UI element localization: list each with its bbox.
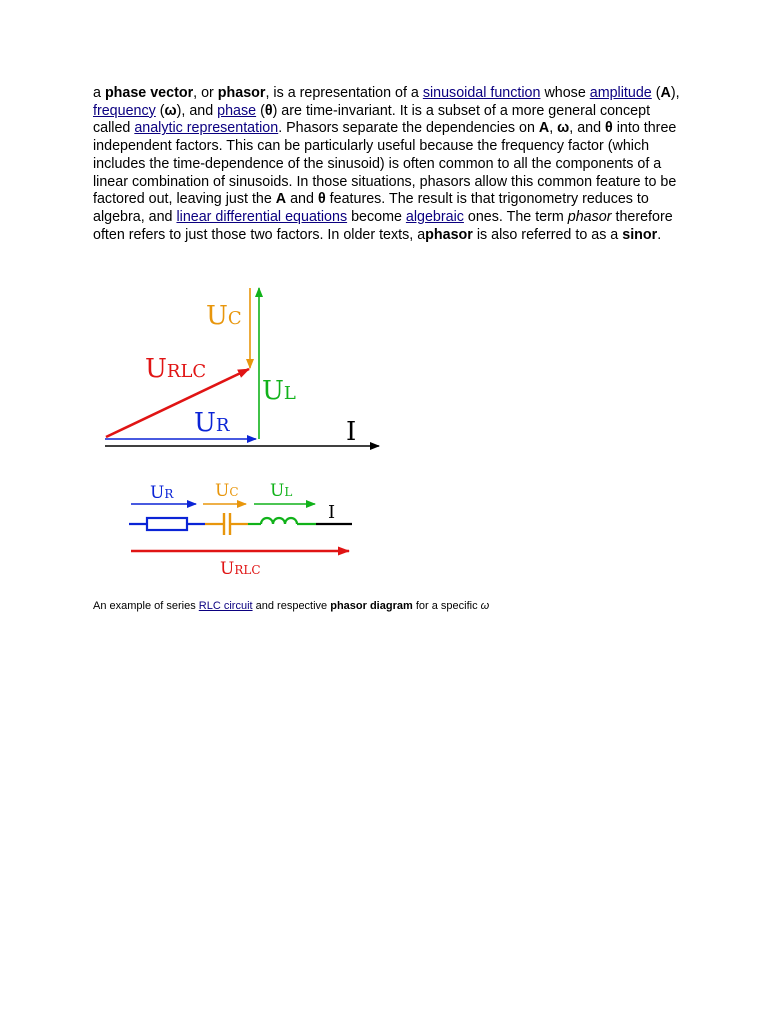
link-algebraic[interactable]: algebraic	[405, 208, 464, 225]
text: a	[93, 85, 105, 101]
urlc-label: URLC	[145, 354, 207, 384]
current-label: I	[346, 417, 357, 447]
phasor-diagram	[105, 288, 379, 447]
symbol-a: A	[275, 191, 287, 208]
link-rlc-circuit[interactable]: RLC circuit	[198, 600, 253, 612]
text: (	[651, 85, 661, 101]
text: become	[347, 208, 406, 225]
text: . Phasors separate the dependencies on	[278, 120, 539, 137]
text: ) are time-invariant. It is a subset of a more general concept called	[93, 102, 651, 137]
link-linear-differential-equations[interactable]: linear differential equations	[176, 208, 348, 225]
text: into three independent factors. This can be particularly useful because the frequency factor (which includes the time-dependence of the sinusoid) is often common to all the components of a linear combination of sinusoids. In those situations, phasors allow this common feature to be factored out, leaving just the	[93, 120, 677, 208]
link-amplitude[interactable]: amplitude	[589, 85, 652, 101]
inductor-coil	[261, 518, 297, 524]
caption-text: and respective	[252, 600, 331, 612]
uc-label: UC	[206, 301, 242, 331]
resistor-symbol	[147, 518, 187, 530]
term-phasor: phasor	[217, 85, 266, 101]
text: , and	[569, 120, 606, 137]
symbol-omega: ω	[557, 120, 570, 137]
text: , or	[193, 85, 218, 101]
symbol-a: A	[538, 120, 550, 137]
link-frequency[interactable]: frequency	[93, 102, 156, 119]
text: (	[256, 102, 265, 119]
ul-label: UL	[262, 376, 296, 406]
text: ,	[549, 120, 558, 137]
circuit-current-label: I	[328, 502, 336, 523]
figure-caption	[93, 600, 489, 612]
circuit-ul-label: UL	[270, 481, 293, 501]
text: ones. The term	[463, 208, 568, 225]
caption-text: for a specific	[412, 600, 481, 612]
text: therefore often refers to just those two factors. In older texts, a	[93, 208, 673, 243]
link-sinusoidal-function[interactable]: sinusoidal function	[422, 85, 541, 101]
rlc-circuit	[129, 481, 352, 579]
symbol-theta: θ	[264, 102, 273, 119]
term-phasor-italic: phasor	[567, 208, 612, 225]
text: ), and	[176, 102, 218, 119]
symbol-theta: θ	[605, 120, 613, 137]
text: , is a representation of a	[265, 85, 423, 101]
circuit-uc-label: UC	[215, 481, 239, 501]
circuit-urlc-label: URLC	[220, 559, 261, 579]
text: and	[286, 191, 318, 208]
ur-label: UR	[194, 408, 230, 438]
link-phase[interactable]: phase	[217, 102, 257, 119]
symbol-theta: θ	[317, 191, 326, 208]
caption-text: An example of series	[93, 600, 199, 612]
text: is also referred to as a	[472, 226, 623, 243]
text: (	[155, 102, 165, 119]
caption-omega: ω	[480, 600, 490, 612]
term-phasor: phasor	[425, 226, 473, 243]
text: features. The result is that trigonometry reduces to algebra, and	[93, 191, 649, 225]
caption-bold-phasor-diagram: phasor diagram	[330, 600, 413, 612]
term-sinor: sinor	[622, 226, 658, 243]
symbol-a: A	[660, 85, 671, 101]
symbol-omega: ω	[164, 102, 177, 119]
circuit-ur-label: UR	[150, 483, 174, 503]
text: ),	[670, 85, 680, 101]
term-phase-vector: phase vector	[104, 85, 194, 101]
text: whose	[540, 85, 590, 101]
link-analytic-representation[interactable]: analytic representation	[134, 120, 279, 137]
text: .	[657, 226, 662, 243]
